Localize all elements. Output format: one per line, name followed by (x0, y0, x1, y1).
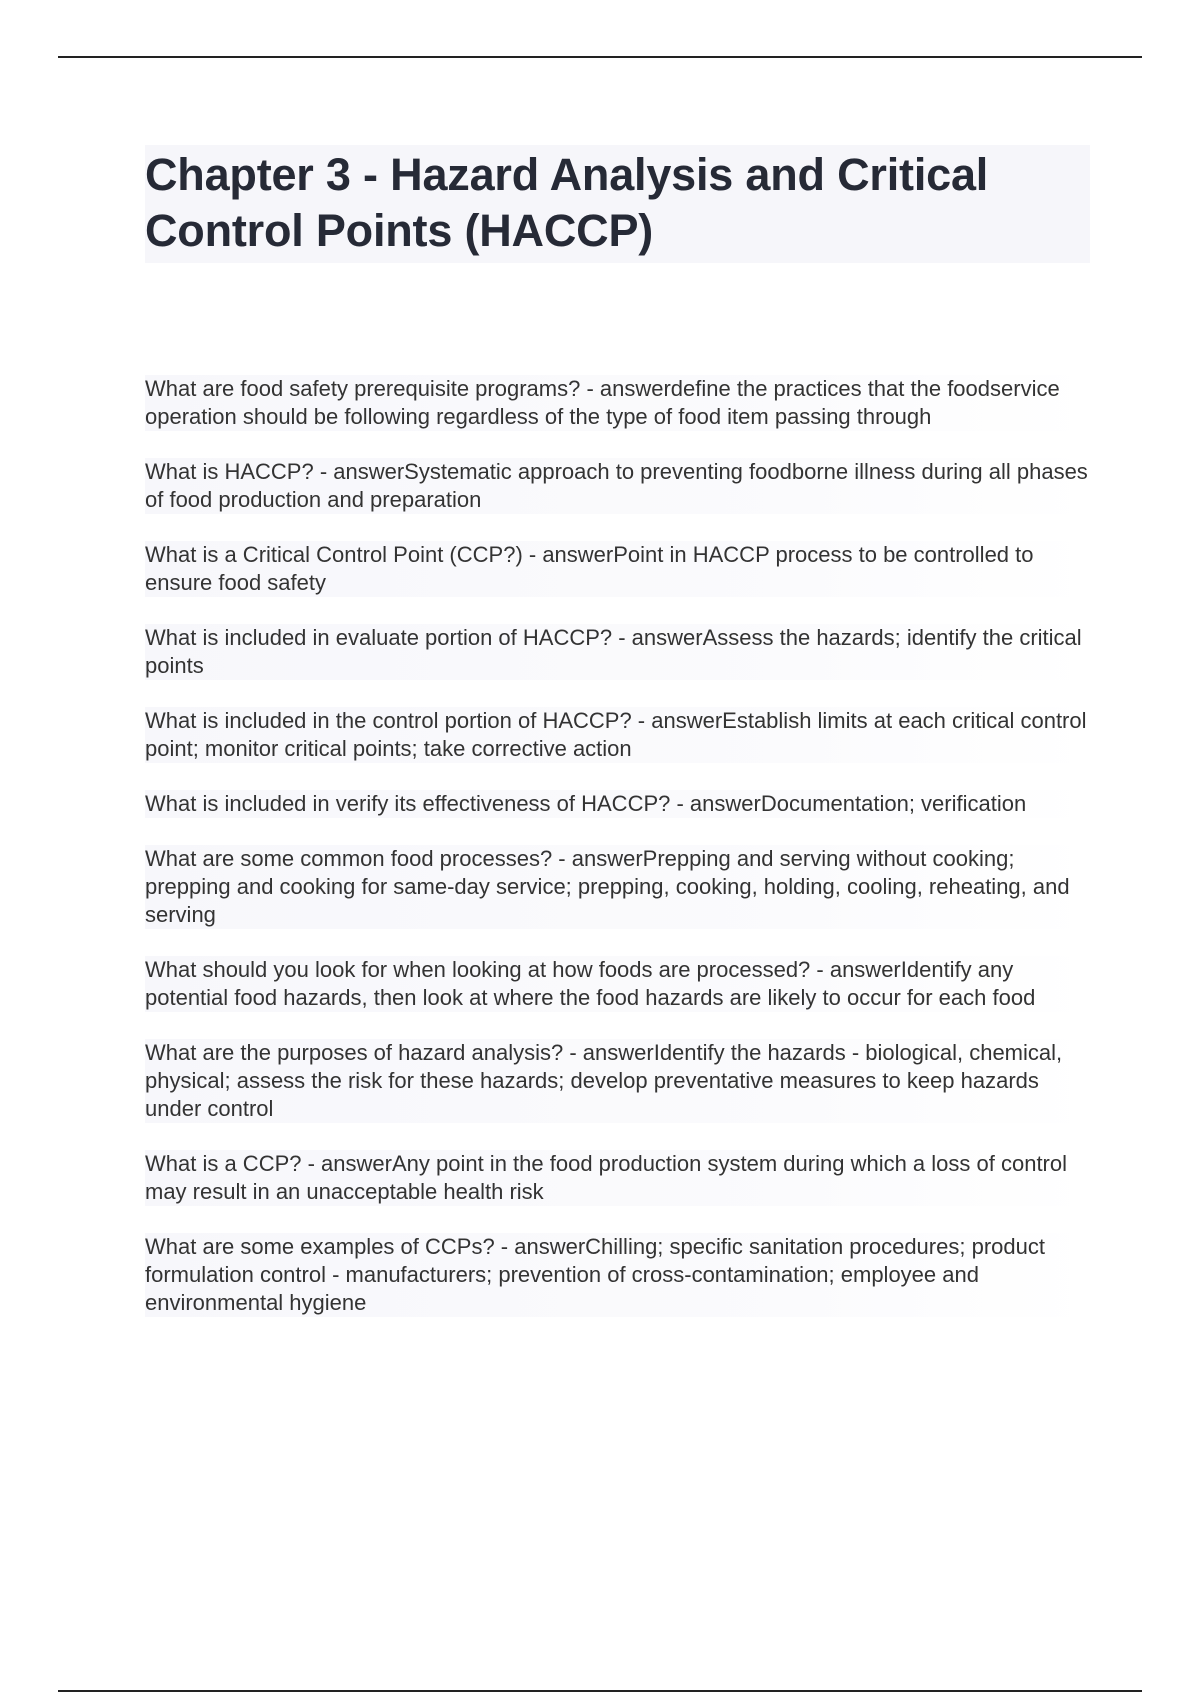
title-block (145, 145, 1090, 263)
qa-item: What is included in the control portion of HACCP? - answerEstablish limits at each critical control point; monitor critical points; take corrective action (145, 707, 1090, 763)
qa-item: What are the purposes of hazard analysis? - answerIdentify the hazards - biological, chemical, physical; assess the risk for these hazards; develop preventative measures to keep hazards under control (145, 1039, 1090, 1123)
qa-item: What is HACCP? - answerSystematic approach to preventing foodborne illness during all phases of food production and preparation (145, 458, 1090, 514)
qa-item: What is a CCP? - answerAny point in the food production system during which a loss of control may result in an unacceptable health risk (145, 1150, 1090, 1206)
qa-list (145, 375, 1090, 1317)
qa-item: What should you look for when looking at how foods are processed? - answerIdentify any potential food hazards, then look at where the food hazards are likely to occur for each food (145, 956, 1090, 1012)
qa-item: What are food safety prerequisite programs? - answerdefine the practices that the foodservice operation should be following regardless of the type of food item passing through (145, 375, 1090, 431)
qa-item: What is included in evaluate portion of HACCP? - answerAssess the hazards; identify the critical points (145, 624, 1090, 680)
document-body (145, 145, 1090, 1344)
qa-item: What is a Critical Control Point (CCP?) - answerPoint in HACCP process to be controlled to ensure food safety (145, 541, 1090, 597)
qa-item: What are some examples of CCPs? - answerChilling; specific sanitation procedures; product formulation control - manufacturers; prevention of cross-contamination; employee and environmental hygiene (145, 1233, 1090, 1317)
page-title: Chapter 3 - Hazard Analysis and Critical Control Points (HACCP) (145, 149, 989, 256)
qa-item: What are some common food processes? - answerPrepping and serving without cooking; prepping and cooking for same-day service; prepping, cooking, holding, cooling, reheating, and serving (145, 845, 1090, 929)
qa-item: What is included in verify its effectiveness of HACCP? - answerDocumentation; verification (145, 790, 1090, 818)
top-rule (58, 56, 1142, 58)
bottom-rule (58, 1690, 1142, 1692)
